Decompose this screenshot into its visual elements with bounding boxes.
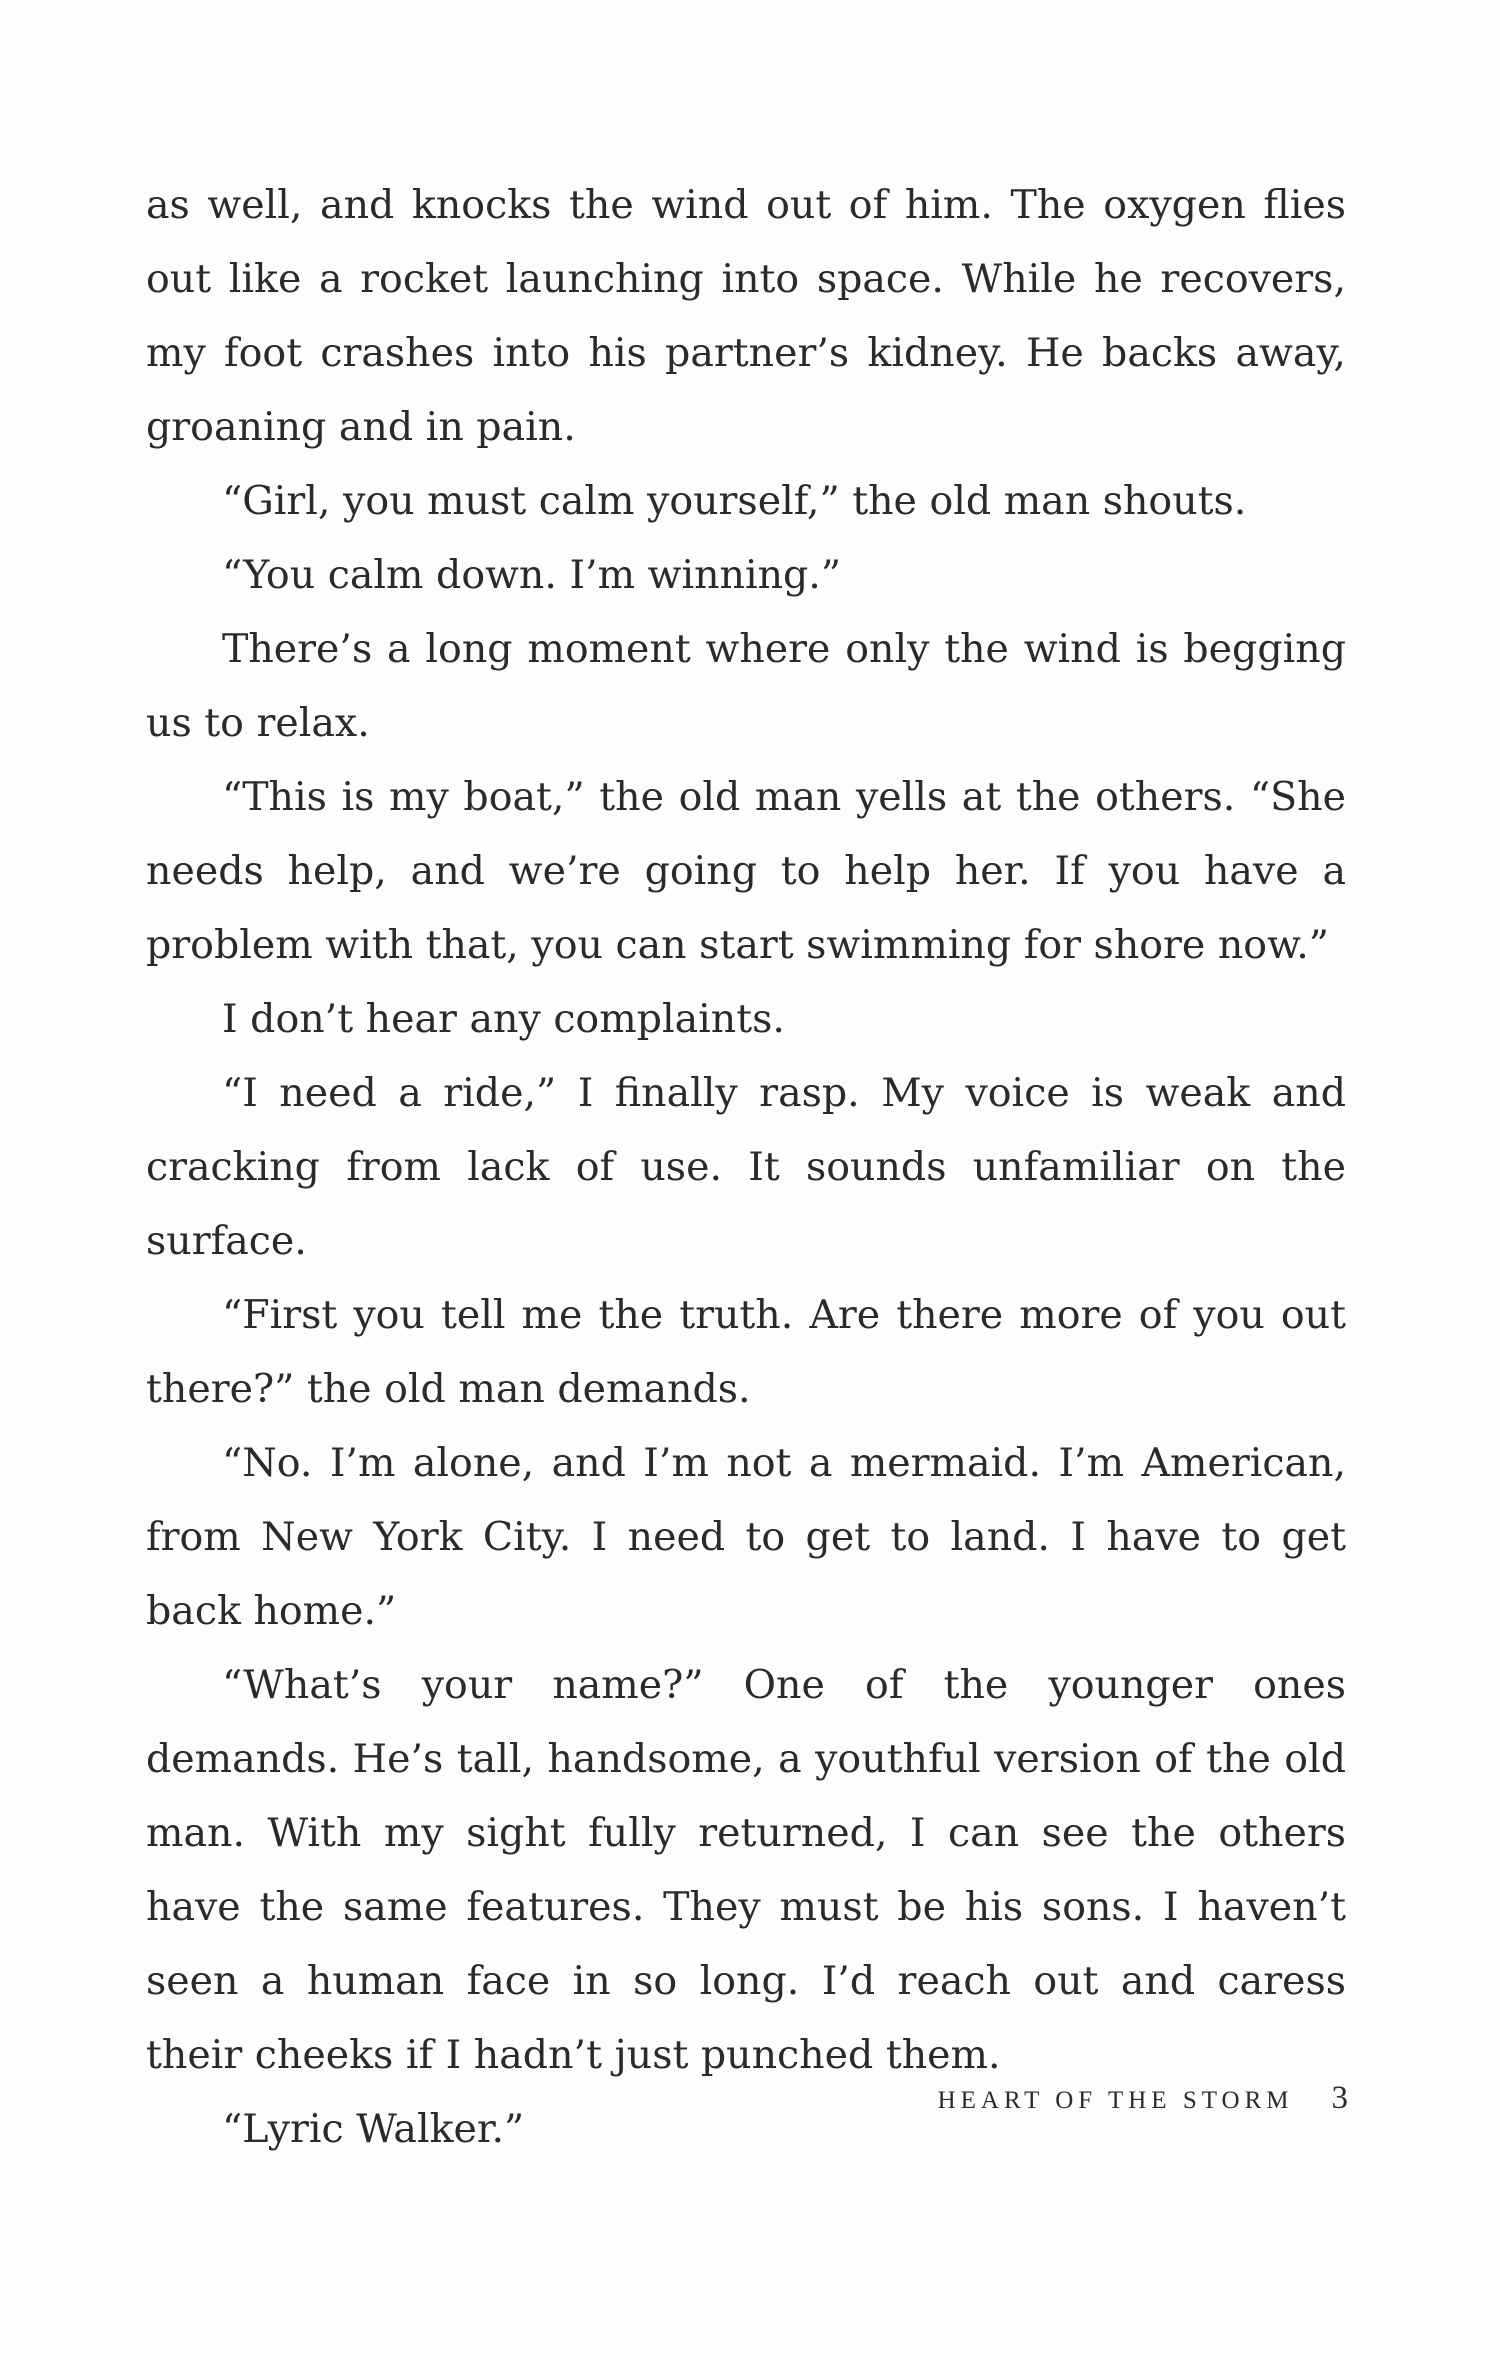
page-number: 3 bbox=[1331, 2080, 1348, 2116]
paragraph-9: “No. I’m alone, and I’m not a mermaid. I’m American, from New York City. I need to get to land. I have to get back home.” bbox=[146, 1440, 1346, 1634]
paragraph-10: “What’s your name?” One of the younger ones demands. He’s tall, handsome, a youthful version of the old man. With my sight fully returned, I can see the others have the same features. They must be his sons. I haven’t seen a human face in so long. I’d reach out and caress their cheeks if I hadn’t just punched them. bbox=[146, 1662, 1346, 2078]
page-footer bbox=[938, 2080, 1348, 2117]
paragraph-3: “You calm down. I’m winning.” bbox=[222, 552, 842, 598]
paragraph-5: “This is my boat,” the old man yells at the others. “She needs help, and we’re going to help her. If you have a problem with that, you can start swimming for shore now.” bbox=[146, 774, 1346, 968]
body-text bbox=[146, 168, 1346, 2166]
running-head: HEART OF THE STORM bbox=[937, 2087, 1294, 2114]
paragraph-11: “Lyric Walker.” bbox=[222, 2106, 525, 2152]
paragraph-6: I don’t hear any complaints. bbox=[222, 996, 785, 1042]
paragraph-2: “Girl, you must calm yourself,” the old man shouts. bbox=[222, 478, 1247, 524]
paragraph-4: There’s a long moment where only the wind is begging us to relax. bbox=[146, 626, 1346, 746]
paragraph-1: as well, and knocks the wind out of him. The oxygen flies out like a rocket launching into space. While he recovers, my foot crashes into his partner’s kidney. He backs away, groaning and in pain. bbox=[146, 182, 1346, 450]
paragraph-7: “I need a ride,” I finally rasp. My voice is weak and cracking from lack of use. It sounds unfamiliar on the surface. bbox=[146, 1070, 1346, 1264]
paragraph-8: “First you tell me the truth. Are there more of you out there?” the old man demands. bbox=[146, 1292, 1346, 1412]
